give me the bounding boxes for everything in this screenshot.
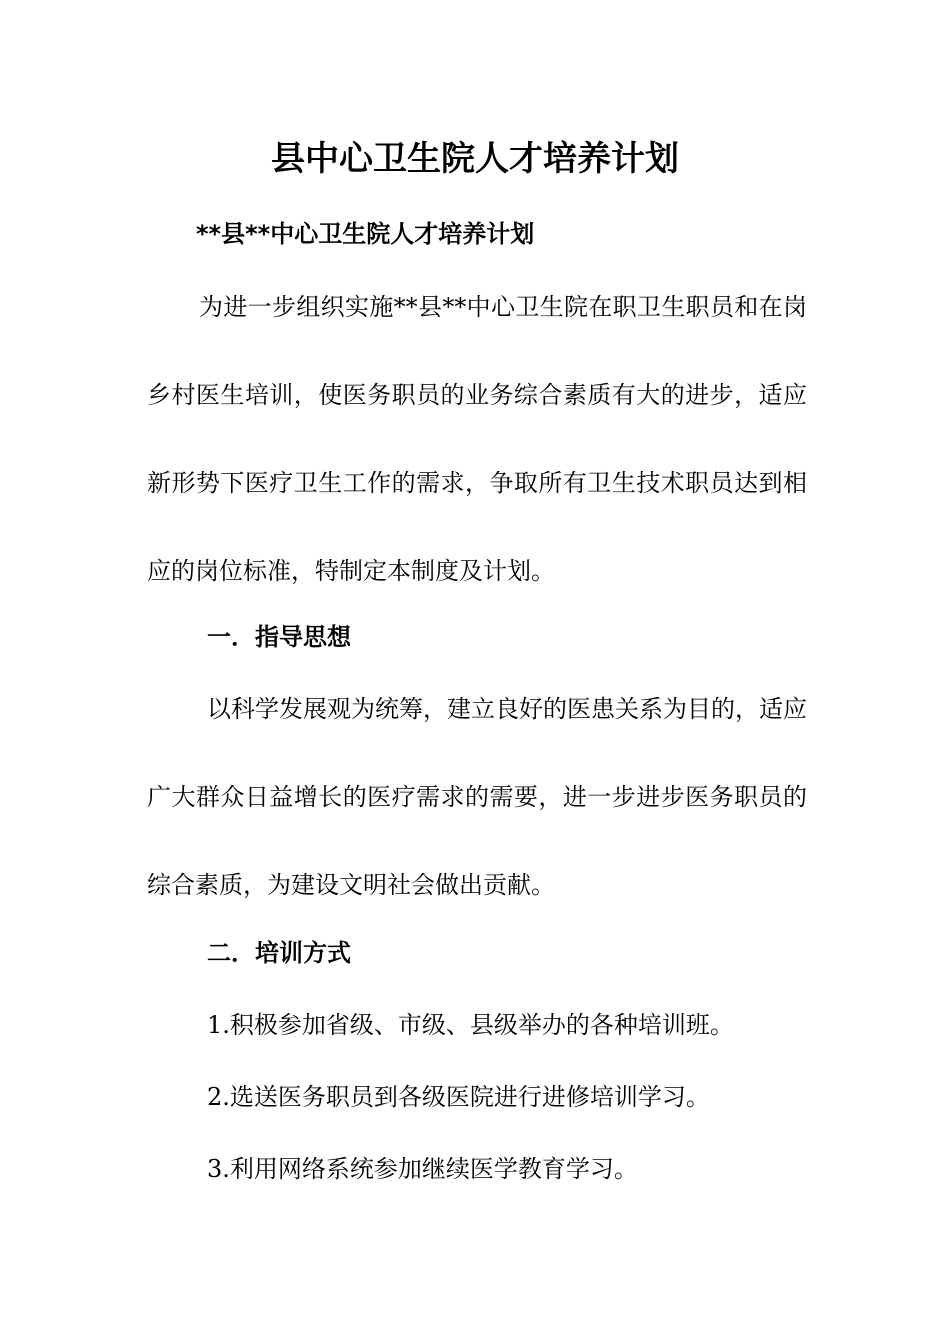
document-subtitle: **县**中心卫生院人才培养计划: [196, 220, 535, 248]
list-item: 2.选送医务职员到各级医院进行进修培训学习。: [207, 1083, 710, 1111]
list-item: 3.利用网络系统参加继续医学教育学习。: [207, 1155, 638, 1183]
intro-paragraph: 为进一步组织实施**县**中心卫生院在职卫生职员和在岗乡村医生培训，使医务职员的业务综合素质有大的进步，适应新形势下医疗卫生工作的需求，争取所有卫生技术职员达到相应的岗位标准，特制定本制度及计划。: [147, 293, 807, 585]
section-heading-training-methods: 二．培训方式: [207, 939, 351, 967]
list-item: 1.积极参加省级、市级、县级举办的各种培训班。: [207, 1011, 734, 1039]
guiding-ideology-paragraph: 以科学发展观为统筹，建立良好的医患关系为目的，适应广大群众日益增长的医疗需求的需要，进一步进步医务职员的综合素质，为建设文明社会做出贡献。: [147, 695, 807, 899]
document-title: 县中心卫生院人才培养计划: [271, 139, 679, 179]
section-heading-guiding-ideology: 一．指导思想: [207, 623, 351, 651]
